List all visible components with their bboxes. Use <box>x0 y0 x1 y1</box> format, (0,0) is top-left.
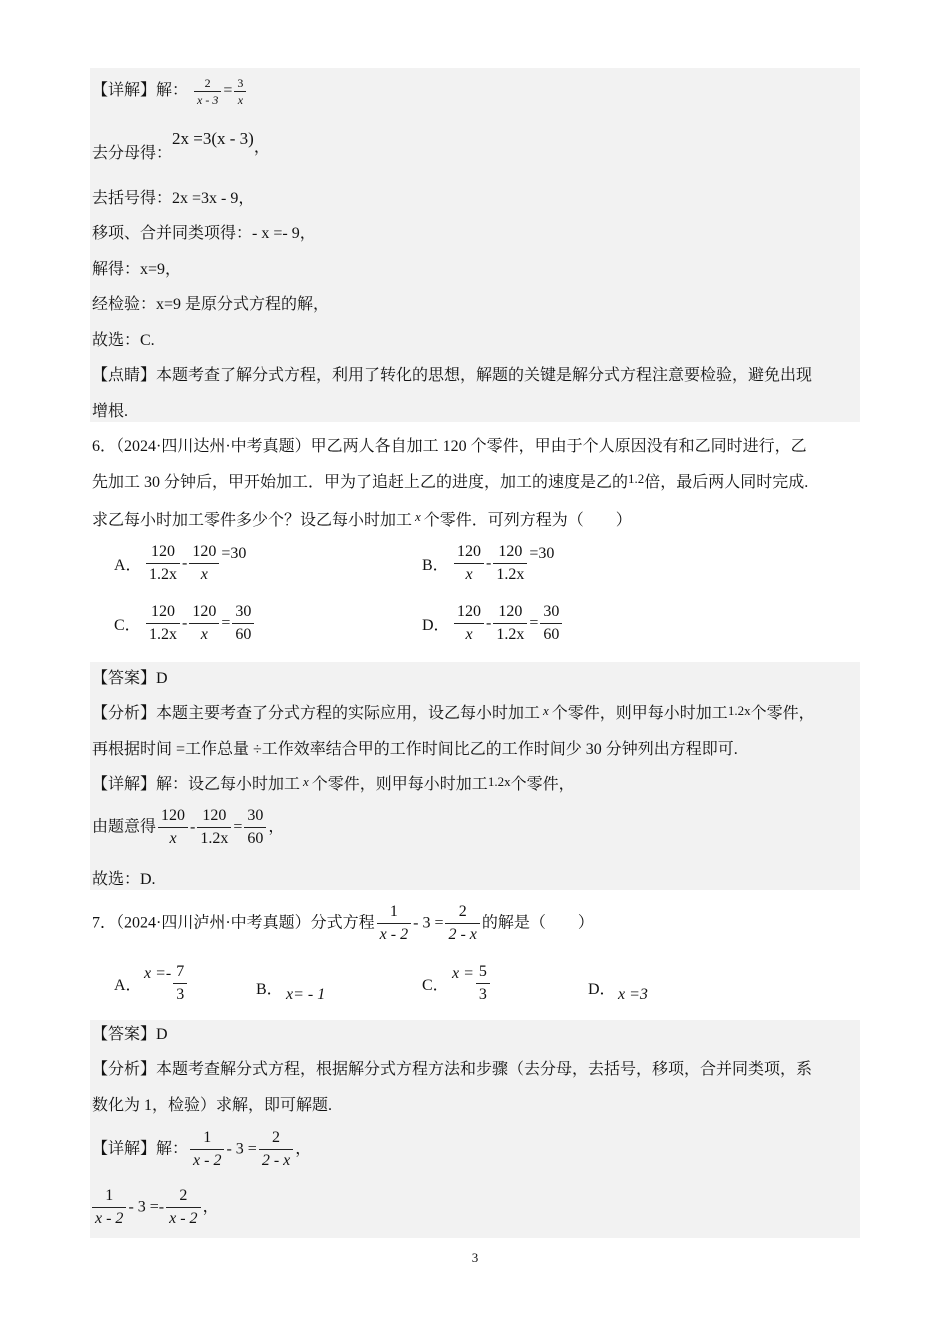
fraction <box>197 806 231 849</box>
denominator: 3 <box>176 986 185 1003</box>
punct: ， <box>299 225 316 242</box>
option-label: B． <box>256 981 283 998</box>
numerator: 120 <box>146 542 180 564</box>
fraction <box>189 542 219 585</box>
denominator: x - 2 <box>169 1210 198 1227</box>
equals-sign: = <box>529 614 539 632</box>
fraction <box>244 806 266 849</box>
numerator: 2 <box>259 1128 293 1150</box>
denominator: 2 - x <box>448 926 477 943</box>
denominator: x <box>200 626 208 643</box>
q7-detail-line1 <box>92 1128 311 1171</box>
q7-answer: 【答案】D <box>92 1026 168 1043</box>
option-label: C． <box>114 617 141 634</box>
denominator: 1.2x <box>149 566 177 583</box>
equals-sign: = <box>233 818 243 836</box>
text: 个零件， <box>510 776 575 793</box>
q7-option-d[interactable] <box>588 976 648 1004</box>
expr-prefix: x =- <box>144 964 172 982</box>
q7-analysis-line1: 【分析】本题考查解分式方程，根据解分式方程方法和步骤（去分母，去括号，移项，合并同类项，系 <box>92 1061 813 1078</box>
q7-option-b[interactable] <box>256 976 326 1004</box>
text: 个零件．可列方程为（ ） <box>423 512 632 529</box>
punct: ， <box>295 1140 312 1158</box>
numerator: 30 <box>232 602 254 624</box>
denominator: x - 2 <box>95 1210 124 1227</box>
q5-step5: 经检验：x=9 是原分式方程的解， <box>92 296 330 313</box>
q6-line2 <box>92 472 808 494</box>
numerator: 120 <box>189 602 219 624</box>
page-number: 3 <box>471 1250 479 1265</box>
expr-1-2x: 1.2x <box>487 774 511 789</box>
equals-sign: = <box>223 82 233 100</box>
q7-analysis-line2: 数化为 1，检验）求解，即可解题. <box>92 1097 333 1114</box>
text: 倍，最后两人同时完成. <box>644 474 809 491</box>
q6-analysis-line1 <box>92 703 815 725</box>
fraction <box>454 602 484 645</box>
q7-option-c[interactable] <box>422 962 492 1005</box>
expr-1-2x: 1.2x <box>727 703 751 718</box>
q6-option-a[interactable] <box>114 542 246 585</box>
numerator: 5 <box>476 962 490 984</box>
q5-step3 <box>92 223 316 245</box>
q5-detail-line <box>92 76 248 107</box>
fraction <box>166 1186 200 1229</box>
denominator: 3 <box>478 986 487 1003</box>
punct: ， <box>253 139 270 156</box>
fraction <box>92 1186 126 1229</box>
variable-x: x <box>303 774 309 789</box>
step-expression: - x =- 9 <box>252 225 300 242</box>
fraction <box>493 602 527 645</box>
q6-detail-line2 <box>92 806 284 849</box>
denominator: 1.2x <box>496 566 525 583</box>
option-expression: x =3 <box>618 986 648 1004</box>
numerator: 120 <box>454 542 484 564</box>
text: 7．（2024·四川泸州·中考真题）分式方程 <box>92 914 375 932</box>
expr-middle: - 3 = <box>226 1140 257 1158</box>
step-text: 移项、合并同类项得： <box>92 225 253 242</box>
fraction <box>190 1128 224 1171</box>
minus-sign: - <box>486 554 492 572</box>
numerator: 2 <box>194 76 221 92</box>
numerator: 120 <box>158 806 188 828</box>
denominator: x - 3 <box>197 93 219 107</box>
numerator: 7 <box>173 962 187 984</box>
fraction <box>259 1128 293 1171</box>
denominator: 60 <box>543 626 560 643</box>
fraction <box>234 76 246 107</box>
fraction <box>454 542 484 585</box>
option-label: A． <box>114 557 142 574</box>
q5-step2 <box>92 188 254 210</box>
numerator: 1 <box>377 902 411 924</box>
q6-detail-line1 <box>92 774 575 796</box>
expr-middle: - 3 = <box>413 914 444 932</box>
numerator: 30 <box>540 602 562 624</box>
q6-line1: 6．（2024·四川达州·中考真题）甲乙两人各自加工 120 个零件，甲由于个人原因没有和乙同时进行，乙 <box>92 438 807 455</box>
text: 个零件，则甲每小时加工 <box>551 705 728 722</box>
punct: ， <box>238 190 255 207</box>
option-label: C． <box>422 977 449 994</box>
denominator: x - 2 <box>379 926 409 943</box>
numerator: 120 <box>146 602 180 624</box>
text: 先加工 30 分钟后，甲开始加工．甲为了追赶上乙的进度，加工的速度是乙的 <box>92 474 629 491</box>
q6-answer: 【答案】D <box>92 670 168 687</box>
q5-step4: 解得：x=9， <box>92 261 182 278</box>
punct: ， <box>202 1198 219 1216</box>
step-text: 去分母得： <box>92 145 173 162</box>
text: 个零件，则甲每小时加工 <box>311 776 488 793</box>
text: 由题意得 <box>92 818 157 836</box>
detail-label: 【详解】解： <box>92 82 189 100</box>
denominator: 1.2x <box>200 830 229 847</box>
numerator: 3 <box>234 76 246 92</box>
speed-factor: 1.2 <box>628 471 645 486</box>
numerator: 30 <box>244 806 266 828</box>
denominator: 60 <box>235 626 252 643</box>
expr-prefix: x = <box>452 964 474 982</box>
numerator: 120 <box>454 602 484 624</box>
step-text: 去括号得： <box>92 190 173 207</box>
fraction <box>540 602 562 645</box>
denominator: x <box>237 93 244 107</box>
minus-sign: - <box>182 614 188 632</box>
equals-sign: = <box>221 614 231 632</box>
fraction <box>146 542 180 585</box>
numerator: 120 <box>189 542 219 564</box>
denominator: x <box>465 626 473 643</box>
fraction <box>445 902 479 945</box>
denominator: x - 2 <box>193 1152 222 1169</box>
fraction <box>158 806 188 849</box>
punct: ， <box>268 818 285 836</box>
numerator: 2 <box>166 1186 200 1208</box>
denominator: x <box>465 566 473 583</box>
minus-sign: - <box>190 818 196 836</box>
q6-detail-line3: 故选：D. <box>92 871 156 888</box>
numerator: 120 <box>493 602 527 624</box>
step-expression: 2x =3(x - 3) <box>172 129 254 148</box>
fraction <box>146 602 180 645</box>
text: 【详解】解：设乙每小时加工 <box>92 776 301 793</box>
q6-line3 <box>92 510 632 532</box>
detail-label: 【详解】解： <box>92 1140 189 1158</box>
variable-x: x <box>415 509 421 524</box>
q7-line1 <box>92 902 594 945</box>
q5-comment-line2: 增根. <box>92 403 129 420</box>
denominator: x <box>200 566 208 583</box>
fraction <box>173 962 187 1005</box>
numerator: 1 <box>92 1186 126 1208</box>
option-label: B． <box>422 557 449 574</box>
rhs: =30 <box>221 544 247 562</box>
numerator: 1 <box>190 1128 224 1150</box>
minus-sign: - <box>182 554 188 572</box>
expr-middle: - 3 =- <box>128 1198 165 1216</box>
denominator: 1.2x <box>496 626 525 643</box>
text: 【分析】本题主要考查了分式方程的实际应用，设乙每小时加工 <box>92 705 541 722</box>
denominator: 2 - x <box>261 1152 291 1169</box>
q5-comment-line1: 【点睛】本题考查了解分式方程，利用了转化的思想，解题的关键是解分式方程注意要检验，避免出现 <box>92 367 813 384</box>
rhs: =30 <box>529 544 555 562</box>
option-label: D． <box>588 981 616 998</box>
option-expression: x= - 1 <box>286 986 326 1004</box>
fraction <box>189 602 219 645</box>
q6-option-c[interactable] <box>114 602 256 645</box>
fraction <box>377 902 411 945</box>
option-label: D． <box>422 617 450 634</box>
text: 个零件， <box>750 705 815 722</box>
numerator: 2 <box>445 902 479 924</box>
numerator: 120 <box>197 806 231 828</box>
q6-analysis-line2: 再根据时间 =工作总量 ÷工作效率结合甲的工作时间比乙的工作时间少 30 分钟列出方程即可. <box>92 741 738 758</box>
numerator: 120 <box>493 542 527 564</box>
q6-option-d[interactable] <box>422 602 564 645</box>
fraction <box>493 542 527 585</box>
q7-option-a[interactable] <box>114 962 189 1005</box>
denominator: 1.2x <box>149 626 177 643</box>
q5-step6: 故选：C. <box>92 332 155 349</box>
denominator: x <box>169 830 177 847</box>
fraction <box>232 602 254 645</box>
fraction <box>194 76 221 107</box>
text: 求乙每小时加工零件多少个？设乙每小时加工 <box>92 512 413 529</box>
fraction <box>476 962 490 1005</box>
option-label: A． <box>114 977 142 994</box>
q7-detail-line2 <box>90 1186 219 1229</box>
q5-step1 <box>92 129 270 162</box>
denominator: 60 <box>247 830 264 847</box>
step-expression: 2x =3x - 9 <box>172 190 239 207</box>
variable-x: x <box>543 703 549 718</box>
text: 的解是（ ） <box>481 914 594 932</box>
q6-option-b[interactable] <box>422 542 554 585</box>
minus-sign: - <box>486 614 492 632</box>
